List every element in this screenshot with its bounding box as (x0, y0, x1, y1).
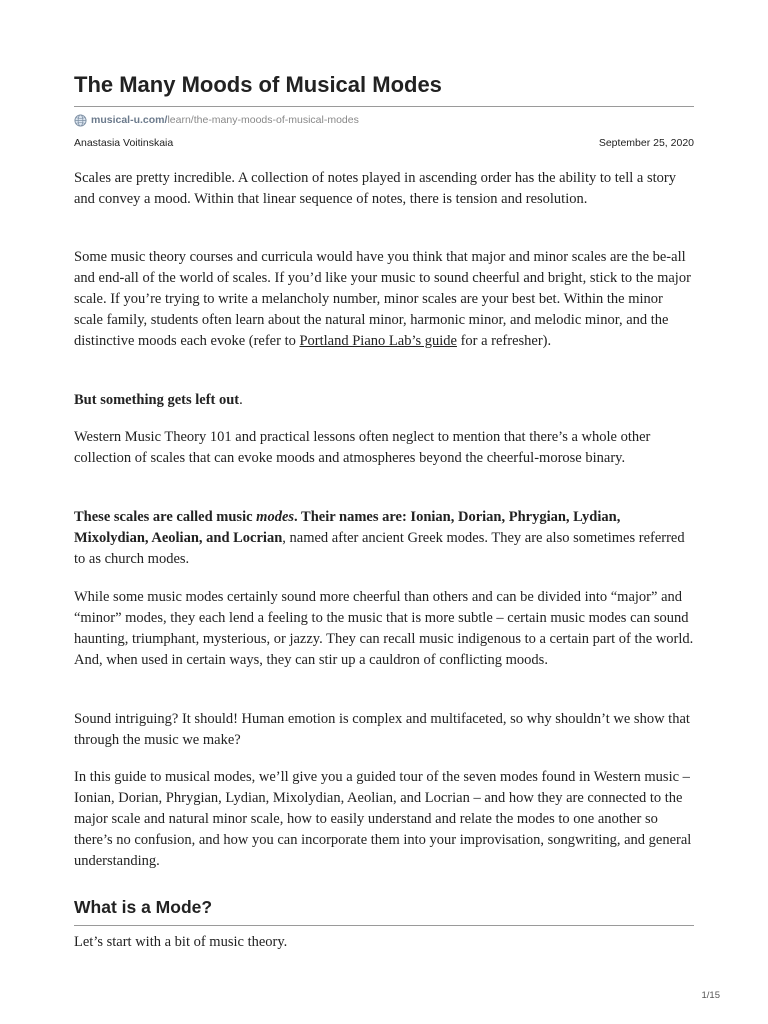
portland-piano-lab-link[interactable]: Portland Piano Lab’s guide (299, 333, 457, 349)
paragraph-left-out (74, 390, 694, 411)
paragraph-guide-overview: In this guide to musical modes, we’ll give you a guided tour of the seven modes found in Western music – Ionian, Dorian, Phrygian, Lydian, Mixolydian, Aeolian, and Locrian – and how they are connected to the major scale and natural minor scale, how to easily understand and relate the modes to one another so there’s no confusion, and how you can incorporate them into your improvisation, songwriting, and general understanding. (74, 769, 692, 869)
mode-names-list: . Their names are: Ionian, Dorian, Phrygian, Lydian, Mixolydian, Aeolian, and Locrian (74, 509, 621, 546)
paragraph-mode-names (74, 507, 694, 570)
section-heading: What is a Mode? (74, 897, 213, 917)
paragraph-major-minor (74, 247, 694, 352)
paragraph-western-theory: Western Music Theory 101 and practical lessons often neglect to mention that there’s a whole other collection of scales that can evoke moods and atmospheres beyond the cheerful-morose binary. (74, 429, 651, 466)
globe-icon (74, 114, 87, 127)
publish-date: September 25, 2020 (598, 137, 694, 149)
source-path[interactable]: learn/the-many-moods-of-musical-modes (167, 114, 359, 126)
bold-statement: But something gets left out (74, 392, 240, 408)
bold-text: These scales are called music (74, 509, 257, 525)
paragraph-mode-feelings: While some music modes certainly sound more cheerful than others and can be divided into “major” and “minor” modes, they each lend a feeling to the music that is more subtle – certain music modes can sound haunting, triumphant, mysterious, or jazzy. They can recall music indigenous to a certain part of the world. And, when used in certain ways, they can stir up a cauldron of conflicting moods. (74, 589, 694, 668)
section-divider (74, 925, 694, 926)
page-title: The Many Moods of Musical Modes (74, 72, 442, 97)
author-name: Anastasia Voitinskaia (74, 137, 174, 149)
modes-term: modes (256, 509, 295, 525)
source-url[interactable] (74, 112, 359, 128)
page-number: 1/15 (701, 990, 720, 1001)
paragraph-text: , named after ancient Greek modes. They are also sometimes referred to as church modes. (74, 530, 685, 567)
title-divider (74, 106, 694, 107)
source-domain[interactable]: musical-u.com/ (91, 114, 168, 126)
article-meta (74, 137, 694, 153)
paragraph-text: . (239, 392, 243, 408)
paragraph-text: Some music theory courses and curricula would have you think that major and minor scales are the be-all and end-all of the world of scales. If you’d like your music to sound cheerful and bright, stick to the major scale. If you’re trying to write a melancholy number, minor scales are your best bet. Within the minor scale family, students often learn about the natural minor, harmonic minor, and melodic minor, and the distinctive moods each evoke (refer to (74, 249, 691, 349)
paragraph-text: for a refresher). (456, 333, 552, 349)
paragraph-intro: Scales are pretty incredible. A collection of notes played in ascending order has the ability to tell a story and convey a mood. Within that linear sequence of notes, there is tension and resolution. (74, 170, 676, 207)
paragraph-intrigue: Sound intriguing? It should! Human emotion is complex and multifaceted, so why shouldn’t we show that through the music we make? (74, 711, 690, 748)
paragraph-music-theory-start: Let’s start with a bit of music theory. (74, 934, 288, 950)
